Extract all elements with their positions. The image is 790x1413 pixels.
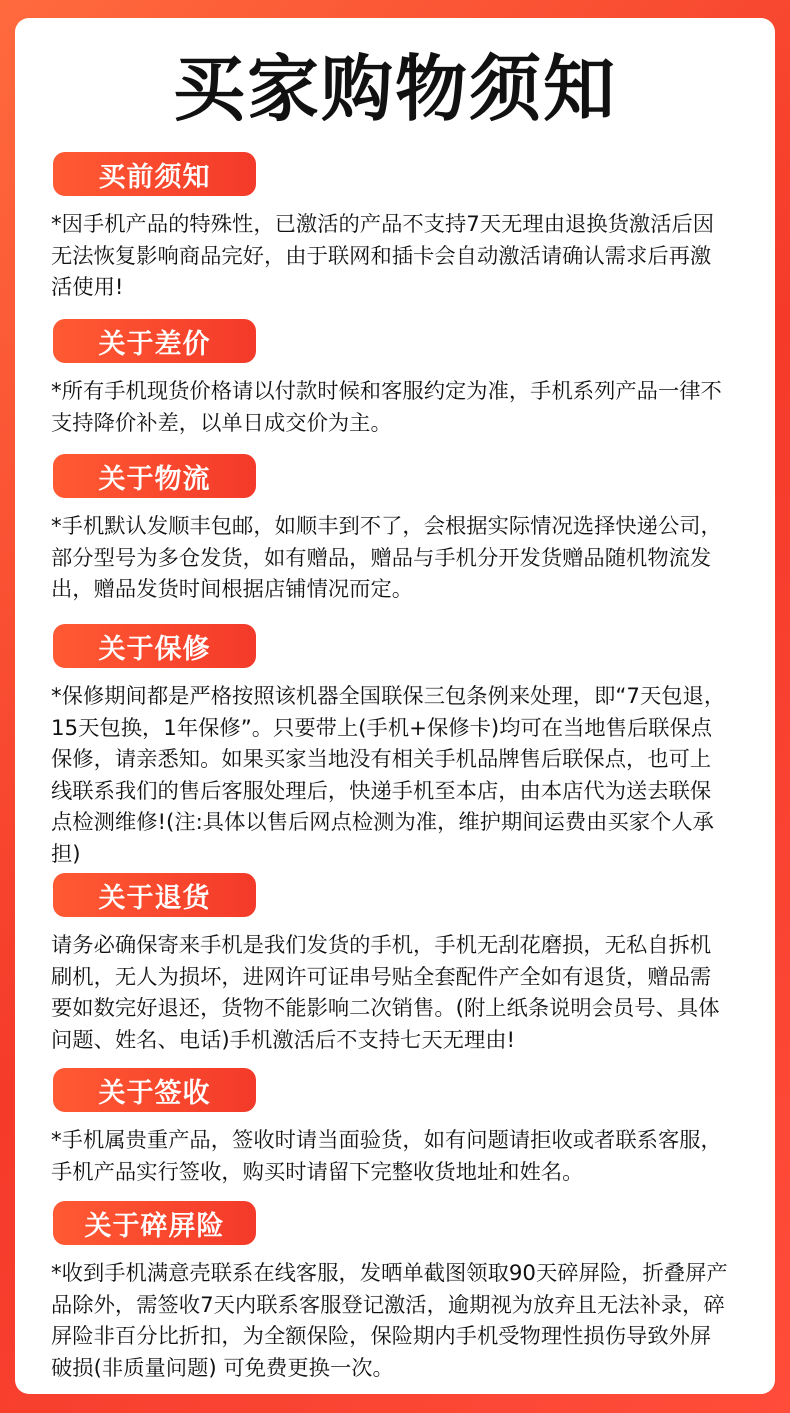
page-title: 买家购物须知 xyxy=(172,47,617,131)
section-price-difference xyxy=(53,319,743,439)
section-heading: 关于保修 xyxy=(53,624,256,668)
section-heading: 关于物流 xyxy=(53,454,256,498)
section-heading: 关于差价 xyxy=(53,319,256,363)
section-heading: 关于签收 xyxy=(53,1068,256,1112)
section-returns xyxy=(53,873,743,1056)
section-heading: 关于退货 xyxy=(53,873,256,917)
section-screen-insurance xyxy=(53,1201,743,1384)
section-heading: 买前须知 xyxy=(53,152,256,196)
section-delivery-signing xyxy=(53,1068,743,1188)
section-body: *因手机产品的特殊性，已激活的产品不支持7天无理由退换货激活后因无法恢复影响商品完好，由于联网和插卡会自动激活请确认需求后再激活使用! xyxy=(51,212,715,300)
section-body: 请务必确保寄来手机是我们发货的手机，手机无刮花磨损，无私自拆机刷机，无人为损坏，进网许可证串号贴全套配件产全如有退货，赠品需要如数完好退还，货物不能影响二次销售。(附上纸条说明会员号、具体问题、姓名、电话)手机激活后不支持七天无理由! xyxy=(51,933,720,1053)
section-body: *手机默认发顺丰包邮，如顺丰到不了，会根据实际情况选择快递公司，部分型号为多仓发货，如有赠品，赠品与手机分开发货赠品随机物流发出，赠品发货时间根据店铺情况而定。 xyxy=(51,514,722,602)
section-body: *手机属贵重产品，签收时请当面验货，如有问题请拒收或者联系客服，手机产品实行签收，购买时请留下完整收货地址和姓名。 xyxy=(51,1128,722,1185)
section-logistics xyxy=(53,454,743,606)
section-body: *保修期间都是严格按照该机器全国联保三包条例来处理，即“7天包退，15天包换，1年保修”。只要带上(手机+保修卡)均可在当地售后联保点保修，请亲悉知。如果买家当地没有相关手机品牌售后联保点，也可上线联系我们的售后客服处理后，快递手机至本店，由本店代为送去联保点检测维修!(注:具体以售后网点检测为准，维护期间运费由买家个人承担) xyxy=(51,684,726,867)
section-warranty xyxy=(53,624,743,870)
section-body: *所有手机现货价格请以付款时候和客服约定为准，手机系列产品一律不支持降价补差，以单日成交价为主。 xyxy=(51,379,722,436)
section-before-purchase xyxy=(53,152,743,304)
section-body: *收到手机满意壳联系在线客服，发晒单截图领取90天碎屏险，折叠屏产品除外，需签收7天内联系客服登记激活，逾期视为放弃且无法补录，碎屏险非百分比折扣，为全额保险，保险期内手机受物理性损伤导致外屏破损(非质量问题) 可免费更换一次。 xyxy=(51,1261,728,1381)
section-heading: 关于碎屏险 xyxy=(53,1201,256,1245)
